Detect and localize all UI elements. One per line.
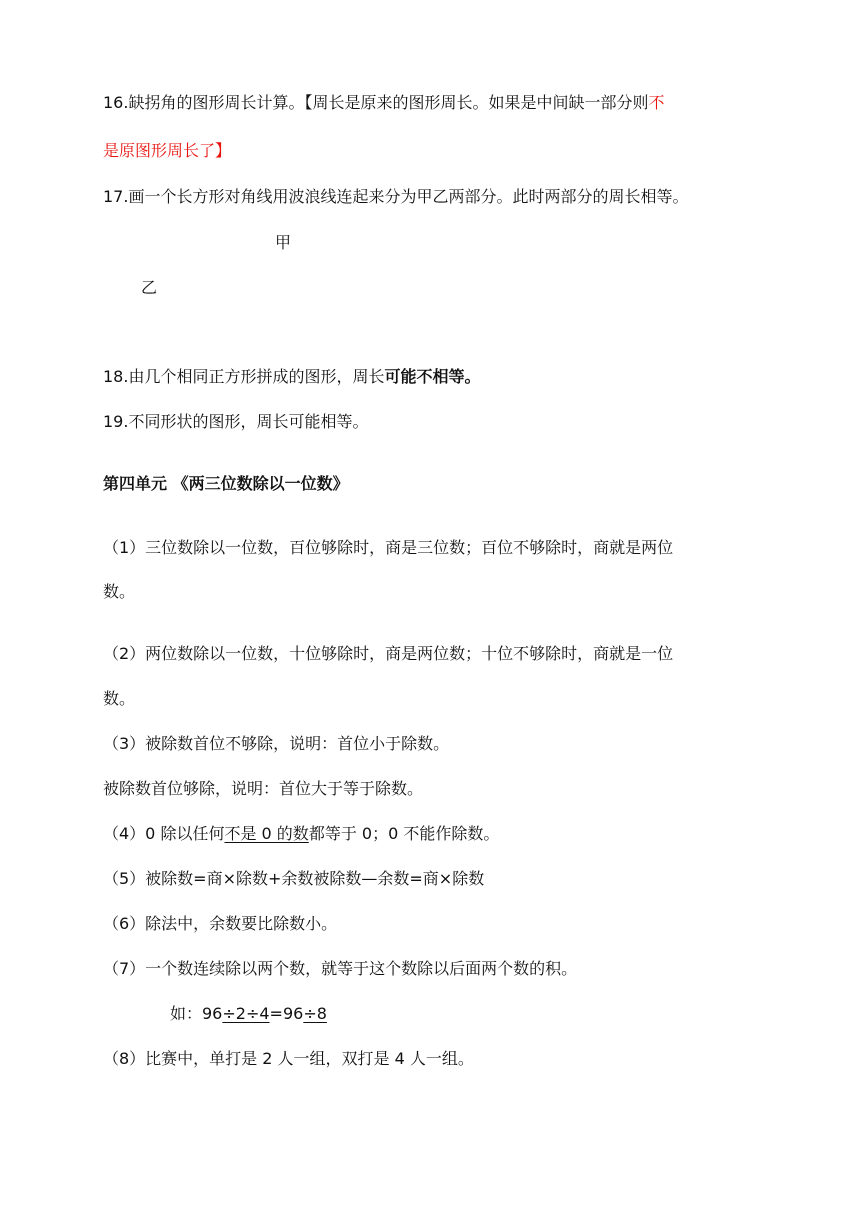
unit-4-p1-line-2: 数。 bbox=[103, 582, 136, 601]
unit-4-p1-line-1: （1）三位数除以一位数，百位够除时，商是三位数；百位不够除时，商就是两位 bbox=[103, 538, 674, 557]
item-16-line-2: 是原图形周长了】 bbox=[103, 141, 232, 160]
example-mid: =96 bbox=[269, 1004, 304, 1023]
unit-4-p5: （5）被除数=商×除数+余数被除数—余数=商×除数 bbox=[103, 869, 485, 888]
item-18-line bbox=[103, 366, 480, 388]
unit-4-p4-underlined: 不是 0 的数 bbox=[224, 824, 309, 843]
unit-4-p6: （6）除法中，余数要比除数小。 bbox=[103, 914, 338, 933]
example-pre: 如：96 bbox=[170, 1004, 223, 1023]
example-underlined-1: ÷2÷4 bbox=[222, 1004, 270, 1023]
unit-4-p2-line-1: （2）两位数除以一位数，十位够除时，商是两位数；十位不够除时，商就是一位 bbox=[103, 644, 674, 663]
unit-4-p4 bbox=[103, 823, 499, 845]
unit-4-p4-post: 都等于 0；0 不能作除数。 bbox=[308, 824, 500, 843]
label-jia: 甲 bbox=[275, 233, 292, 252]
unit-4-p8: （8）比赛中，单打是 2 人一组，双打是 4 人一组。 bbox=[103, 1049, 474, 1068]
item-19-text: 19.不同形状的图形，周长可能相等。 bbox=[103, 412, 369, 431]
item-16-text: 16.缺拐角的图形周长计算。【周长是原来的图形周长。如果是中间缺一部分则 bbox=[103, 93, 649, 112]
example-underlined-2: ÷8 bbox=[303, 1004, 327, 1023]
unit-4-p7: （7）一个数连续除以两个数，就等于这个数除以后面两个数的积。 bbox=[103, 959, 578, 978]
unit-4-p2-line-2: 数。 bbox=[103, 689, 136, 708]
item-16-red-tail: 不 bbox=[648, 93, 665, 112]
unit-4-heading: 第四单元 《两三位数除以一位数》 bbox=[103, 474, 349, 493]
item-18-text: 18.由几个相同正方形拼成的图形，周长 bbox=[103, 367, 385, 386]
item-17-text: 17.画一个长方形对角线用波浪线连起来分为甲乙两部分。此时两部分的周长相等。 bbox=[103, 187, 689, 206]
item-16-line-1 bbox=[103, 92, 664, 114]
unit-4-p7-example bbox=[170, 1003, 327, 1025]
label-yi: 乙 bbox=[141, 278, 158, 297]
unit-4-p3-line-1: （3）被除数首位不够除，说明：首位小于除数。 bbox=[103, 734, 450, 753]
unit-4-p4-pre: （4）0 除以任何 bbox=[103, 824, 225, 843]
unit-4-p3-line-2: 被除数首位够除，说明：首位大于等于除数。 bbox=[103, 779, 424, 798]
item-18-bold: 可能不相等。 bbox=[384, 367, 481, 386]
